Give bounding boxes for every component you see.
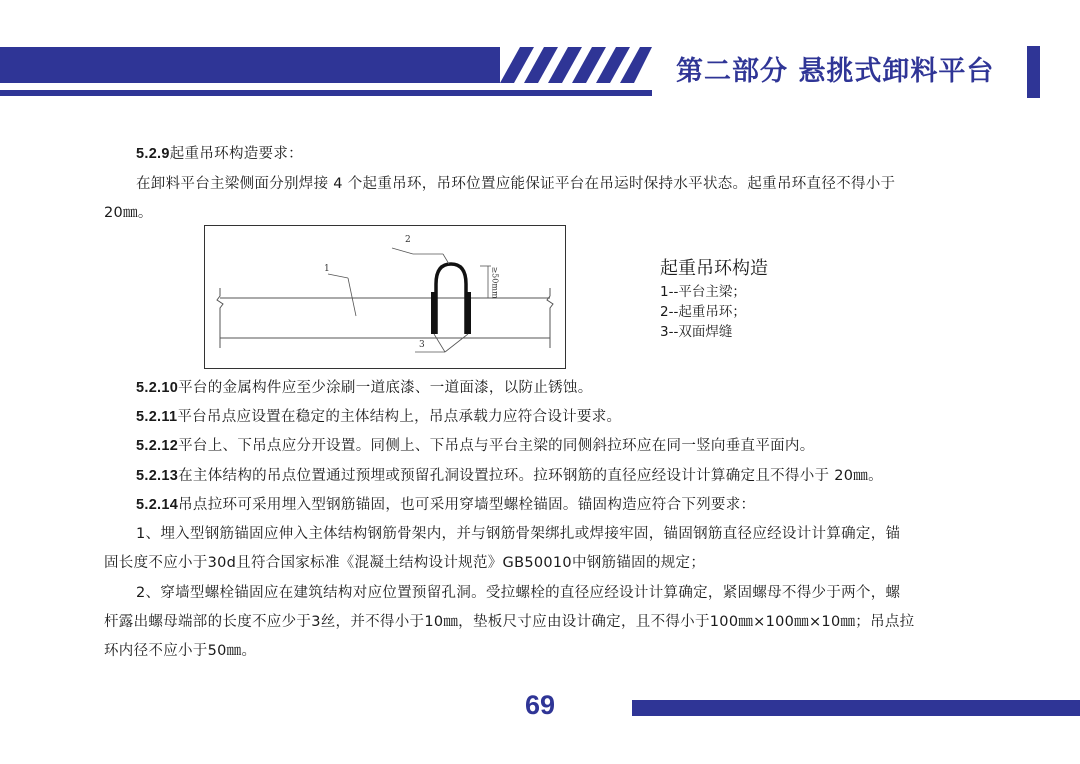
figure-dimension: ≥50mm [490,266,500,299]
clause-5-2-10: 5.2.10平台的金属构件应至少涂刷一道底漆、一道面漆，以防止锈蚀。 [136,380,593,396]
figure-legend-item: 1--平台主梁； [660,284,746,300]
item-2-line: 2、穿墙型螺栓锚固应在建筑结构对应位置预留孔洞。受拉螺栓的直径应经设计计算确定，紧固螺母不得少于两个，螺 [136,585,901,601]
clause-5-2-9-heading: 5.2.9起重吊环构造要求： [136,146,303,162]
clause-5-2-13: 5.2.13在主体结构的吊点位置通过预埋或预留孔洞设置拉环。拉环钢筋的直径应经设计计算确定且不得小于 20㎜。 [136,468,883,484]
page-number: 69 [524,690,556,720]
clause-5-2-12: 5.2.12平台上、下吊点应分开设置。同侧上、下吊点与平台主梁的同侧斜拉环应在同一竖向垂直平面内。 [136,438,815,454]
lifting-ring-drawing [205,226,567,370]
figure-label-1: 1 [324,264,330,274]
figure-legend-item: 2--起重吊环； [660,304,746,320]
clause-5-2-9-body: 在卸料平台主梁侧面分别焊接 4 个起重吊环，吊环位置应能保证平台在吊运时保持水平状态。起重吊环直径不得小于 [136,176,896,192]
clause-5-2-14: 5.2.14吊点拉环可采用埋入型钢筋锚固，也可采用穿墙型螺栓锚固。锚固构造应符合下列要求： [136,497,756,513]
header-stripes-decoration [486,47,656,83]
clause-5-2-9-body-cont: 20㎜。 [104,205,153,221]
item-2-line: 杆露出螺母端部的长度不应少于3丝，并不得小于10㎜，垫板尺寸应由设计确定，且不得小于100㎜×100㎜×10㎜；吊点拉 [104,614,915,630]
page-title: 第二部分 悬挑式卸料平台 [676,56,995,87]
header-underline [0,90,652,96]
header-side-bar [1027,46,1040,98]
figure-label-3: 3 [419,340,425,350]
figure-label-2: 2 [405,235,411,245]
item-2-line: 环内径不应小于50㎜。 [104,643,257,659]
footer-bar [632,700,1080,716]
figure-caption-title: 起重吊环构造 [660,258,768,279]
item-1-line: 1、埋入型钢筋锚固应伸入主体结构钢筋骨架内，并与钢筋骨架绑扎或焊接牢固，锚固钢筋直径应经设计计算确定，锚 [136,526,901,542]
clause-5-2-11: 5.2.11平台吊点应设置在稳定的主体结构上，吊点承载力应符合设计要求。 [136,409,622,425]
item-1-line: 固长度不应小于30d且符合国家标准《混凝土结构设计规范》GB50010中钢筋锚固的规定； [104,555,706,571]
figure-legend-item: 3--双面焊缝 [660,324,733,340]
lifting-ring-figure [204,225,566,369]
